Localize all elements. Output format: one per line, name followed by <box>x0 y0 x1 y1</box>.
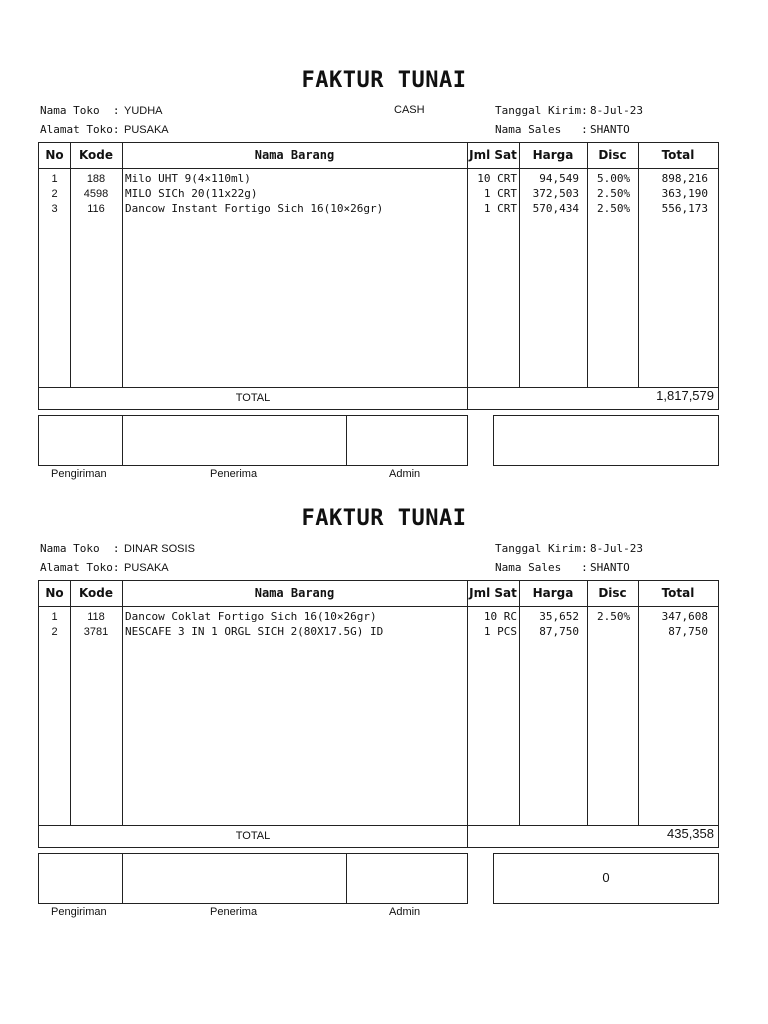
column-header-kode: Kode <box>78 148 114 162</box>
invoice-1 <box>0 0 768 480</box>
alamat-toko-label: Alamat Toko: <box>40 561 120 574</box>
column-header-no: No <box>45 586 64 600</box>
total-label: TOTAL <box>235 392 271 404</box>
row-no: 2 <box>51 626 58 638</box>
row-no: 1 <box>51 611 58 623</box>
row-total: 347,608 <box>661 610 708 623</box>
row-disc: 2.50% <box>597 610 631 623</box>
signature-label-pengiriman: Pengiriman <box>51 906 107 918</box>
row-harga: 94,549 <box>539 172 579 185</box>
column-header-jml-sat: Jml Sat <box>469 148 517 162</box>
row-no: 1 <box>51 173 58 185</box>
tanggal-kirim-value: 8-Jul-23 <box>590 104 643 117</box>
invoice-2 <box>0 438 768 918</box>
tanggal-kirim-label: Tanggal Kirim: <box>495 542 588 555</box>
column-header-nama-barang: Nama Barang <box>254 586 335 600</box>
row-total: 363,190 <box>661 187 708 200</box>
column-header-disc: Disc <box>598 148 627 162</box>
grand-total: 1,817,579 <box>656 388 714 403</box>
row-no: 2 <box>51 188 58 200</box>
row-total: 898,216 <box>661 172 708 185</box>
grand-total: 435,358 <box>667 826 714 841</box>
nama-toko-value: YUDHA <box>124 105 163 117</box>
row-kode: 116 <box>87 203 105 215</box>
row-kode: 118 <box>87 611 105 623</box>
row-kode: 3781 <box>83 626 109 638</box>
column-header-jml-sat: Jml Sat <box>469 586 517 600</box>
row-nama-barang: NESCAFE 3 IN 1 ORGL SICH 2(80X17.5G) ID <box>125 625 384 638</box>
column-header-no: No <box>45 148 64 162</box>
nama-sales-value: SHANTO <box>590 561 630 574</box>
row-disc: 2.50% <box>597 187 631 200</box>
nama-sales-label: Nama Sales : <box>495 123 588 136</box>
side-box-value: 0 <box>602 870 610 885</box>
nama-sales-label: Nama Sales : <box>495 561 588 574</box>
row-no: 3 <box>51 203 58 215</box>
column-header-kode: Kode <box>78 586 114 600</box>
signature-label-pengiriman: Pengiriman <box>51 468 107 480</box>
total-label: TOTAL <box>235 830 271 842</box>
row-harga: 570,434 <box>532 202 579 215</box>
side-box <box>493 853 719 904</box>
alamat-toko-value: PUSAKA <box>124 562 169 574</box>
row-harga: 372,503 <box>532 187 579 200</box>
alamat-toko-label: Alamat Toko: <box>40 123 120 136</box>
alamat-toko-value: PUSAKA <box>124 124 169 136</box>
signature-label-admin: Admin <box>389 468 421 480</box>
row-disc: 5.00% <box>597 172 631 185</box>
row-kode: 4598 <box>83 188 109 200</box>
payment-type: CASH <box>394 104 425 116</box>
row-jml-sat: 10 CRT <box>477 172 517 185</box>
tanggal-kirim-value: 8-Jul-23 <box>590 542 643 555</box>
column-header-harga: Harga <box>532 586 574 600</box>
signature-label-penerima: Penerima <box>210 906 258 918</box>
invoice-title: FAKTUR TUNAI <box>301 506 467 531</box>
column-header-total: Total <box>661 586 695 600</box>
row-kode: 188 <box>86 173 106 185</box>
row-total: 87,750 <box>668 625 708 638</box>
signature-label-penerima: Penerima <box>210 468 258 480</box>
items-table <box>38 142 719 410</box>
nama-toko-value: DINAR SOSIS <box>124 543 195 555</box>
row-jml-sat: 1 PCS <box>483 625 517 638</box>
nama-sales-value: SHANTO <box>590 123 630 136</box>
row-total: 556,173 <box>661 202 708 215</box>
signature-box <box>38 853 468 904</box>
column-header-nama-barang: Nama Barang <box>254 148 335 162</box>
nama-toko-label: Nama Toko : <box>40 542 120 555</box>
column-header-total: Total <box>661 148 695 162</box>
row-nama-barang: Dancow Coklat Fortigo Sich 16(10×26gr) <box>125 610 377 623</box>
row-nama-barang: Milo UHT 9(4×110ml) <box>125 172 251 185</box>
invoice-title: FAKTUR TUNAI <box>301 68 467 93</box>
row-jml-sat: 1 CRT <box>483 187 517 200</box>
nama-toko-label: Nama Toko : <box>40 104 120 117</box>
row-jml-sat: 10 RC <box>483 610 517 623</box>
row-disc: 2.50% <box>597 202 631 215</box>
column-header-harga: Harga <box>532 148 574 162</box>
tanggal-kirim-label: Tanggal Kirim: <box>495 104 588 117</box>
row-harga: 35,652 <box>539 610 579 623</box>
column-header-disc: Disc <box>598 586 627 600</box>
row-jml-sat: 1 CRT <box>483 202 517 215</box>
row-nama-barang: Dancow Instant Fortigo Sich 16(10×26gr) <box>125 202 384 215</box>
items-table <box>38 580 719 848</box>
row-harga: 87,750 <box>539 625 579 638</box>
row-nama-barang: MILO SICh 20(11x22g) <box>125 187 258 200</box>
signature-label-admin: Admin <box>389 906 421 918</box>
